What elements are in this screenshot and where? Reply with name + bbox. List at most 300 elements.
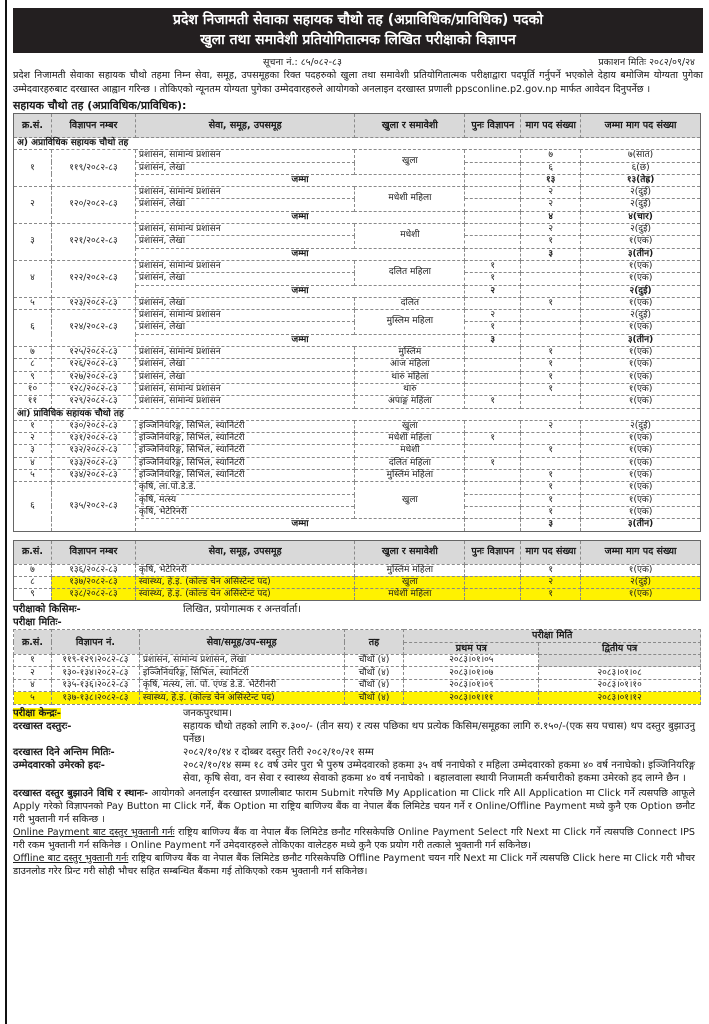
- table-row: [14, 359, 701, 371]
- cell: ६: [14, 310, 52, 347]
- cell: इञ्जिनियरिङ्ग, सिभिल, स्यानिटरी: [135, 470, 355, 482]
- cell: जम्मा: [135, 174, 464, 186]
- cell: जम्मा: [135, 285, 464, 297]
- cell: [521, 322, 581, 334]
- cell: प्रशासन, लेखा: [135, 199, 355, 211]
- col-sn: क्र.सं.: [14, 630, 52, 655]
- payment-method: [13, 787, 701, 826]
- cell: प्रशासन, लेखा: [135, 297, 355, 309]
- online-payment: [13, 826, 701, 852]
- group-header-b: आ) प्राविधिक सहायक चौथो तह: [14, 408, 701, 420]
- col-paper2: द्वितीय पत्र: [539, 642, 701, 654]
- cell: [465, 470, 521, 482]
- cell: १: [14, 420, 52, 432]
- deadline-label: दरखास्त दिने अन्तिम मितिः-: [13, 746, 115, 758]
- cell: १(एक): [581, 433, 701, 445]
- application-fee: [13, 720, 701, 746]
- cell: मधेशी महिला: [355, 433, 465, 445]
- banner-title-line2: खुला तथा समावेशी प्रतियोगितात्मक लिखित परीक्षाको विज्ञापन: [200, 32, 516, 48]
- table-row: [14, 396, 701, 408]
- cell: १३७/२०८२-८३: [51, 576, 135, 588]
- table-row: [14, 224, 701, 236]
- cell: १२६/२०८२-८३: [51, 359, 135, 371]
- cell: १: [521, 371, 581, 383]
- cell: [521, 285, 581, 297]
- table-header-row: [14, 114, 701, 138]
- cell: ८: [14, 576, 52, 588]
- online-label: Online Payment बाट दस्तुर भुक्तानी गर्नः: [13, 826, 175, 838]
- age-limit: [13, 759, 701, 785]
- col-demand: माग पद संख्या: [521, 114, 581, 138]
- table-row: [14, 482, 701, 494]
- publish-date: प्रकाशन मितिः २०८२/०९/२४: [598, 57, 695, 68]
- table-row: [14, 667, 701, 680]
- cell: २: [521, 420, 581, 432]
- cell: ११९-१२९।२०८२-८३: [51, 654, 139, 667]
- table-header-row: [14, 540, 701, 564]
- fee-label: दरखास्त दस्तुरः-: [13, 720, 72, 732]
- cell: २०८३।०१।०८: [539, 667, 701, 680]
- cell: २: [465, 310, 521, 322]
- cell: ३: [465, 334, 521, 346]
- cell: मुस्लिम महिला: [355, 310, 465, 335]
- deadline-value: २०८२/१०/१४ र दोब्बर दस्तुर तिरी २०८२/१०/२१ सम्म: [183, 746, 374, 758]
- cell: ३: [14, 445, 52, 457]
- col-category: खुला र समावेशी: [355, 540, 465, 564]
- cell: १(एक): [581, 297, 701, 309]
- cell: १२१/२०८२-८३: [51, 224, 135, 261]
- cell: १(एक): [581, 482, 701, 494]
- cell: प्रशासन, लेखा: [135, 359, 355, 371]
- cell: १३(तेह्र): [581, 174, 701, 186]
- group-header-a: अ) अप्राविधिक सहायक चौथो तह: [14, 138, 701, 150]
- cell: खुला: [355, 576, 465, 588]
- cell: ३(तीन): [581, 519, 701, 531]
- cell: प्रशासन, सामान्य प्रशासन: [135, 224, 355, 236]
- cell: स्वास्थ्य, हे.इ. (कोल्ड चेन असिस्टेन्ट पद): [135, 576, 355, 588]
- table-row: [14, 433, 701, 445]
- cell: [521, 260, 581, 272]
- cell: १: [465, 273, 521, 285]
- cell: [465, 383, 521, 395]
- cell: प्रशासन, सामान्य प्रशासन: [135, 347, 355, 359]
- exam-type-value: लिखित, प्रयोगात्मक र अन्तर्वार्ता।: [183, 604, 302, 616]
- cell: [465, 297, 521, 309]
- col-adv-no: विज्ञापन नम्बर: [51, 540, 135, 564]
- cell: प्रशासन, सामान्य प्रशासन, लेखा: [139, 654, 344, 667]
- intro-paragraph: प्रदेश निजामती सेवाका सहायक चौथो तहमा निम्न सेवा, समूह, उपसमूहका रिक्त पदहरुको खुला तथा समावेशी प्रतियोगितात्मक परीक्षाद्वारा पदपूर्ति गर्नुपर्ने भएकोले देहाय बमोजिम योग्यता पुगेका उम्मेदवारहरुबाट दरखास्त आह्वान गरिन्छ । तोकिएको न्यूनतम योग्यता पुगेका उम्मेदवारहरुले आयोगको अनलाइन दरखास्त प्रणाली ppsconline.p2.gov.np मार्फत आवेदन दिनुपर्नेछ ।: [13, 70, 703, 95]
- cell: २: [14, 667, 52, 680]
- cell: ४: [14, 679, 52, 692]
- cell: जम्मा: [135, 211, 464, 223]
- cell: [465, 187, 521, 199]
- cell: १३८/२०८२-८३: [51, 589, 135, 601]
- method-value: आयोगको अनलाईन दरखास्त प्रणालीबाट फाराम Submit गरेपछि My Application मा Click गरि All Application मा Click गर्ने त्यसपछि आफूले Apply गरेको विज्ञापनको Pay Button मा Click गर्ने, बैंक Option मा राष्ट्रिय बाणिज्य बैंक वा नेपाल बैंक लिमिटेड चयन गर्ने र Online/Offline Payment मध्ये कुनै एक Option छनौट गरी भुक्तानी गर्न सकिन्छ ।: [13, 787, 695, 825]
- col-category: खुला र समावेशी: [355, 114, 465, 138]
- cell: ३(तीन): [581, 334, 701, 346]
- cell: २०८३।०१।०७: [404, 667, 539, 680]
- col-readvert: पुनः विज्ञापन: [465, 114, 521, 138]
- cell: १: [465, 322, 521, 334]
- cell: दलित महिला: [355, 260, 465, 285]
- col-adv-no: विज्ञापन नं.: [51, 630, 139, 655]
- meta-row: [13, 55, 701, 69]
- cell: मधेशी: [355, 224, 465, 249]
- cell: ७: [14, 347, 52, 359]
- cell: २(दुई): [581, 199, 701, 211]
- cell: १: [521, 564, 581, 576]
- cell: ७: [14, 564, 52, 576]
- cell: २०८३।०१।०९: [404, 679, 539, 692]
- cell: कृषि, भेटेरिनरी: [135, 506, 355, 518]
- cell: १(एक): [581, 506, 701, 518]
- cell: इञ्जिनियरिङ्ग, सिभिल, स्यानिटरी: [135, 445, 355, 457]
- table-row: [14, 347, 701, 359]
- cell: प्रशासन, सामान्य प्रशासन: [135, 260, 355, 272]
- cell: [521, 273, 581, 285]
- table-row: [14, 297, 701, 309]
- vacancy-table-continued: [13, 540, 701, 602]
- cell: १२८/२०८२-८३: [51, 383, 135, 395]
- cell: १: [521, 470, 581, 482]
- cell: ६: [521, 162, 581, 174]
- cell: ९: [14, 589, 52, 601]
- exam-center-value: जनकपुरधाम।: [183, 707, 232, 719]
- table-row: [14, 383, 701, 395]
- cell: १: [521, 359, 581, 371]
- cell: स्वास्थ्य, हे.इ. (कोल्ड चेन असिस्टेन्ट पद): [139, 692, 344, 705]
- cell: १(एक): [581, 260, 701, 272]
- cell: मुस्लिम महिला: [355, 564, 465, 576]
- col-demand: माग पद संख्या: [521, 540, 581, 564]
- banner-title-line1: प्रदेश निजामती सेवाका सहायक चौथो तह (अप्राविधिक/प्राविधिक) पदको: [173, 12, 543, 28]
- table-row: [14, 692, 701, 705]
- table-row: [14, 150, 701, 162]
- offline-label: Offline बाट दस्तुर भुक्तानी गर्नः: [13, 852, 129, 864]
- cell: प्रशासन, लेखा: [135, 236, 355, 248]
- cell: ७: [521, 150, 581, 162]
- cell: प्रशासन, लेखा: [135, 371, 355, 383]
- cell: १: [465, 457, 521, 469]
- cell: प्रशासन, सामान्य प्रशासन: [135, 310, 355, 322]
- cell: १२९/२०८२-८३: [51, 396, 135, 408]
- cell: १२३/२०८२-८३: [51, 297, 135, 309]
- cell: ३: [521, 519, 581, 531]
- exam-date-title: [13, 616, 701, 629]
- cell: प्रशासन, लेखा: [135, 322, 355, 334]
- cell: [465, 199, 521, 211]
- cell: १: [465, 433, 521, 445]
- cell: ४: [521, 211, 581, 223]
- cell: १: [521, 506, 581, 518]
- col-sn: क्र.सं.: [14, 114, 52, 138]
- cell: प्रशासन, सामान्य प्रशासन: [135, 383, 355, 395]
- cell: २(दुई): [581, 187, 701, 199]
- cell: मुस्लिम: [355, 347, 465, 359]
- cell: २(दुई): [581, 310, 701, 322]
- cell: १: [14, 150, 52, 187]
- cell: १२४/२०८२-८३: [51, 310, 135, 347]
- age-label: उम्मेदवारको उमेरको हदः-: [13, 759, 105, 771]
- cell: मधेशी महिला: [355, 187, 465, 212]
- cell: ११९/२०८२-८३: [51, 150, 135, 187]
- cell: १: [521, 482, 581, 494]
- cell: कृषि, मत्स्य: [135, 494, 355, 506]
- table-row: [14, 589, 701, 601]
- cell: [521, 457, 581, 469]
- fee-value: सहायक चौथो तहको लागि रु.३००/- (तीन सय) र त्यस पछिका थप प्रत्येक किसिम/समूहका लागि रु.१५०/-(एक सय पचास) थप दस्तुर बुझाउनु पर्नेछ।: [183, 720, 695, 745]
- cell: १: [521, 589, 581, 601]
- cell: अपाङ्ग महिला: [355, 396, 465, 408]
- table-row: [14, 564, 701, 576]
- cell: [521, 433, 581, 445]
- cell: १(एक): [581, 273, 701, 285]
- cell: १२२/२०८२-८३: [51, 260, 135, 297]
- cell: स्वास्थ्य, हे.इ. (कोल्ड चेन असिस्टेन्ट पद): [135, 589, 355, 601]
- cell: इञ्जिनियरिङ्ग, सिभिल, स्यानिटरी: [135, 457, 355, 469]
- cell: २०८३।०१।०५: [404, 654, 539, 667]
- cell: खुला: [355, 420, 465, 432]
- table-row: [14, 470, 701, 482]
- cell: [465, 420, 521, 432]
- cell: १: [521, 347, 581, 359]
- cell: २: [14, 433, 52, 445]
- table-row: [14, 260, 701, 272]
- cell: १०: [14, 383, 52, 395]
- cell: ११: [14, 396, 52, 408]
- cell: २: [465, 285, 521, 297]
- cell: १३४/२०८२-८३: [51, 470, 135, 482]
- exam-date-table: [13, 629, 701, 705]
- cell: [465, 589, 521, 601]
- cell: १(एक): [581, 359, 701, 371]
- col-total: जम्मा माग पद संख्या: [581, 114, 701, 138]
- cell: १३: [521, 174, 581, 186]
- cell: जम्मा: [135, 334, 464, 346]
- table-row: [14, 679, 701, 692]
- col-service: सेवा, समूह, उपसमूह: [135, 114, 355, 138]
- cell: चौथों (४): [344, 667, 404, 680]
- cell: प्रशासन, लेखा: [135, 162, 355, 174]
- cell: कृषि, ला.पो.डे.डे.: [135, 482, 355, 494]
- vacancy-table: [13, 113, 701, 532]
- table-row: [14, 371, 701, 383]
- col-service: सेवा, समूह, उपसमूह: [135, 540, 355, 564]
- cell: १(एक): [581, 589, 701, 601]
- cell: ४: [14, 457, 52, 469]
- cell: १(एक): [581, 564, 701, 576]
- cell: खुला: [355, 482, 465, 519]
- cell: ६: [14, 482, 52, 531]
- exam-center-label: परीक्षा केन्द्रः-: [13, 707, 61, 719]
- cell: चौथों (४): [344, 654, 404, 667]
- cell: [465, 211, 521, 223]
- cell: ३(तीन): [581, 248, 701, 260]
- cell: २(दुई): [581, 224, 701, 236]
- cell: १: [521, 445, 581, 457]
- cell: [465, 174, 521, 186]
- cell: इञ्जिनियरिङ्ग, सिभिल, स्यानिटरी: [135, 420, 355, 432]
- online-value: राष्ट्रिय बाणिज्य बैंक वा नेपाल बैंक लिमिटेड छनौट गरिसकेपछि Online Payment Select गरि Next मा Click गर्ने त्यसपछि Connect IPS गरी रकम भुक्तानी गर्न सकिनेछ । Online Payment गर्ने उमेदवारहरुले तोकिएका वालेटहरु मध्ये कुनै एक प्रयोग गरी तत्काले भुक्तानी गर्न सकिनेछ।: [13, 826, 695, 851]
- cell: [521, 310, 581, 322]
- cell: १(एक): [581, 371, 701, 383]
- exam-type-label: परीक्षाको किसिमः-: [13, 604, 81, 616]
- cell: २: [521, 187, 581, 199]
- cell: खुला: [355, 150, 465, 175]
- section-title: सहायक चौथो तह (अप्राविधिक/प्राविधिक):: [13, 99, 187, 112]
- cell: ५: [14, 470, 52, 482]
- cell: ३: [521, 248, 581, 260]
- cell: १(एक): [581, 383, 701, 395]
- cell: १३५/२०८२-८३: [51, 482, 135, 531]
- offline-value: राष्ट्रिय बाणिज्य बैंक वा नेपाल बैंक लिमिटेड छनौट गरिसकेपछि Offline Payment चयन गरि Next मा Click गर्ने त्यसपछि Click here मा Click गरी भौचर डाउनलोड गरेर प्रिन्ट गरी सोही भौचर सहित सम्बन्धित बैंकमा गई तोकिएको रकम भुक्तानी गर्न सकिनेछ।: [13, 852, 695, 877]
- cell: २०८३।०१।१२: [539, 692, 701, 705]
- exam-date-label: परीक्षा मितिः-: [13, 617, 62, 629]
- cell: ७(सात): [581, 150, 701, 162]
- cell: [465, 236, 521, 248]
- cell: १३६/२०८२-८३: [51, 564, 135, 576]
- col-sn: क्र.सं.: [14, 540, 52, 564]
- cell: १२५/२०८२-८३: [51, 347, 135, 359]
- col-readvert: पुनः विज्ञापन: [465, 540, 521, 564]
- cell: [465, 519, 521, 531]
- cell: २०८३।०१।१०: [539, 679, 701, 692]
- cell: २(दुई): [581, 576, 701, 588]
- cell: [465, 150, 521, 162]
- cell: १३५-१३६।२०८२-८३: [51, 679, 139, 692]
- offline-payment: [13, 852, 701, 878]
- cell: [465, 347, 521, 359]
- cell: १(एक): [581, 236, 701, 248]
- cell: १: [14, 654, 52, 667]
- table-row: [14, 445, 701, 457]
- cell: ५: [14, 692, 52, 705]
- cell: १: [521, 297, 581, 309]
- cell: जम्मा: [135, 248, 464, 260]
- cell: ८: [14, 359, 52, 371]
- cell: १३०/२०८२-८३: [51, 420, 135, 432]
- cell: प्रशासन, लेखा: [135, 273, 355, 285]
- cell: प्रशासन, सामान्य प्रशासन: [135, 187, 355, 199]
- cell: १३०-१३४।२०८२-८३: [51, 667, 139, 680]
- cell: १(एक): [581, 322, 701, 334]
- table-row: [14, 576, 701, 588]
- cell: २: [521, 199, 581, 211]
- cell: [465, 248, 521, 260]
- cell: १(एक): [581, 396, 701, 408]
- cell: २०८३।०१।११: [404, 692, 539, 705]
- cell: आज महिला: [355, 359, 465, 371]
- exam-center: [13, 707, 701, 720]
- cell: [465, 371, 521, 383]
- cell: २(दुई): [581, 285, 701, 297]
- cell: [465, 162, 521, 174]
- cell: ६(छ): [581, 162, 701, 174]
- cell: १(एक): [581, 347, 701, 359]
- cell: [465, 482, 521, 494]
- cell: थारु महिला: [355, 371, 465, 383]
- cell: [465, 359, 521, 371]
- table-row: [14, 420, 701, 432]
- cell: [465, 224, 521, 236]
- cell: १(एक): [581, 457, 701, 469]
- cell: १३३/२०८२-८३: [51, 457, 135, 469]
- cell: [465, 494, 521, 506]
- cell: [465, 445, 521, 457]
- notice-number: सूचना नं.: ८५/०८२-८३: [263, 57, 342, 68]
- cell: मधेशी: [355, 445, 465, 457]
- cell: [521, 396, 581, 408]
- cell: ४(चार): [581, 211, 701, 223]
- cell: चौथों (४): [344, 679, 404, 692]
- cell: चौथों (४): [344, 692, 404, 705]
- cell: २(दुई): [581, 420, 701, 432]
- cell: कृषि, भेटेरिनरी: [135, 564, 355, 576]
- cell: इञ्जिनियरिङ्ग, सिभिल, स्यानिटरी: [139, 667, 344, 680]
- cell: मधेशी महिला: [355, 589, 465, 601]
- table-row: [14, 457, 701, 469]
- cell: [539, 654, 701, 667]
- cell: दलित महिला: [355, 457, 465, 469]
- cell: १(एक): [581, 494, 701, 506]
- table-row: [14, 654, 701, 667]
- col-service: सेवा/समूह/उप-समूह: [139, 630, 344, 655]
- method-label: दरखास्त दस्तुर बुझाउने विधि र स्थानः-: [13, 787, 148, 799]
- notice-banner: [13, 8, 703, 53]
- cell: १३७-१३८।२०८२-८३: [51, 692, 139, 705]
- cell: जम्मा: [135, 519, 464, 531]
- table-row: [14, 310, 701, 322]
- cell: दलित: [355, 297, 465, 309]
- cell: १२०/२०८२-८३: [51, 187, 135, 224]
- cell: इञ्जिनियरिङ्ग, सिभिल, स्यानिटरी: [135, 433, 355, 445]
- cell: प्रशासन, सामान्य प्रशासन: [135, 396, 355, 408]
- cell: २: [14, 187, 52, 224]
- col-paper1: प्रथम पत्र: [404, 642, 539, 654]
- cell: १३१/२०८२-८३: [51, 433, 135, 445]
- cell: प्रशासन, सामान्य प्रशासन: [135, 150, 355, 162]
- table-row: [14, 187, 701, 199]
- cell: १(एक): [581, 470, 701, 482]
- cell: १: [465, 396, 521, 408]
- cell: १२७/२०८२-८३: [51, 371, 135, 383]
- cell: [465, 506, 521, 518]
- cell: [521, 334, 581, 346]
- cell: ५: [14, 297, 52, 309]
- cell: १: [521, 383, 581, 395]
- cell: १(एक): [581, 445, 701, 457]
- cell: १: [521, 494, 581, 506]
- cell: कृषि, मत्स्य, ला. पो. एण्ड डे.डे. भेटेरीनरी: [139, 679, 344, 692]
- exam-type: [13, 603, 701, 616]
- col-adv-no: विज्ञापन नम्बर: [51, 114, 135, 138]
- cell: ४: [14, 260, 52, 297]
- cell: २: [521, 224, 581, 236]
- deadline: [13, 746, 701, 759]
- cell: २: [521, 576, 581, 588]
- age-value: २०८२/१०/१४ सम्म १८ वर्ष उमेर पुरा भै पुरुष उम्मेदवारको हकमा ३५ वर्ष ननाघेको र महिला उम्मेदवारको हकमा ४० वर्ष ननाघेको। इञ्जिनियरिङ्ग सेवा, कृषि सेवा, वन सेवा र स्वास्थ्य सेवाको हकमा ४० वर्ष ननाघेको । बहालवाला स्थायी निजामती कर्मचारीको हकमा उमेरको हद लाग्ने छैन ।: [183, 759, 695, 784]
- cell: ९: [14, 371, 52, 383]
- col-total: जम्मा माग पद संख्या: [581, 540, 701, 564]
- cell: [465, 564, 521, 576]
- cell: १: [521, 236, 581, 248]
- cell: १३२/२०८२-८३: [51, 445, 135, 457]
- col-exam-date: परीक्षा मिति: [404, 630, 701, 642]
- cell: ३: [14, 224, 52, 261]
- cell: थारु: [355, 383, 465, 395]
- cell: मुस्लिम महिला: [355, 470, 465, 482]
- col-level: तह: [344, 630, 404, 655]
